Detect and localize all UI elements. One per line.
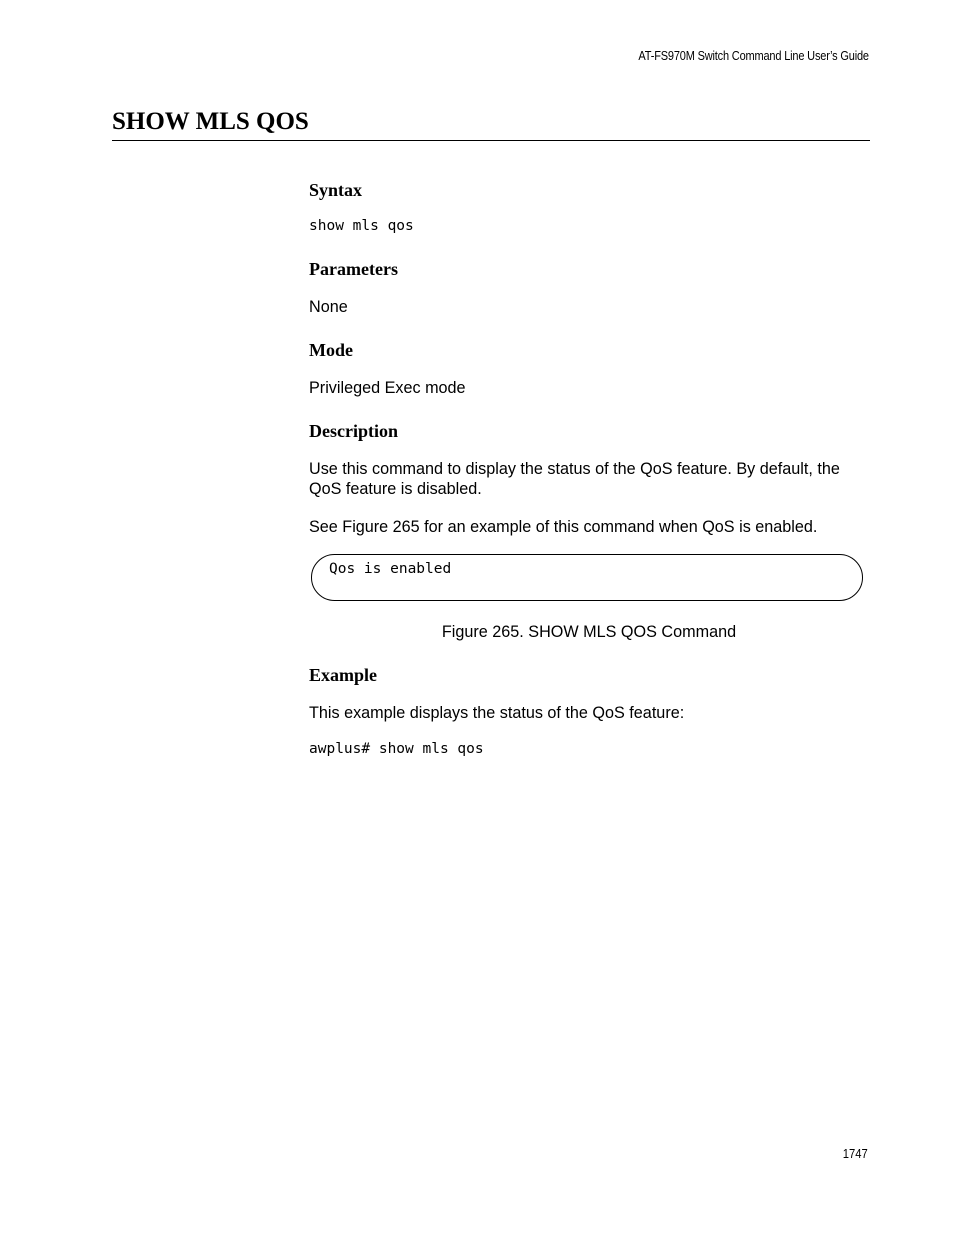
mode-text: Privileged Exec mode (309, 379, 466, 397)
example-heading: Example (309, 665, 378, 685)
description-paragraph-2: See Figure 265 for an example of this command when QoS is enabled. (309, 518, 818, 536)
example-text: This example displays the status of the QoS feature: (309, 704, 685, 722)
description-paragraph-1: Use this command to display the status of the QoS feature. By default, the QoS feature is disabled. (309, 460, 840, 498)
parameters-heading: Parameters (309, 259, 398, 279)
syntax-heading: Syntax (309, 180, 363, 200)
figure-output-box (311, 554, 863, 601)
running-header: AT-FS970M Switch Command Line User’s Guide (638, 49, 869, 63)
example-code: awplus# show mls qos (309, 741, 484, 757)
description-heading: Description (309, 421, 398, 441)
parameters-text: None (309, 298, 348, 316)
page-number: 1747 (842, 1147, 868, 1161)
page-title: SHOW MLS QOS (112, 108, 309, 135)
title-rule (112, 140, 870, 141)
syntax-code: show mls qos (309, 218, 414, 234)
mode-heading: Mode (309, 340, 353, 360)
figure-output-code: Qos is enabled (329, 561, 452, 577)
figure-caption: Figure 265. SHOW MLS QOS Command (441, 623, 737, 641)
